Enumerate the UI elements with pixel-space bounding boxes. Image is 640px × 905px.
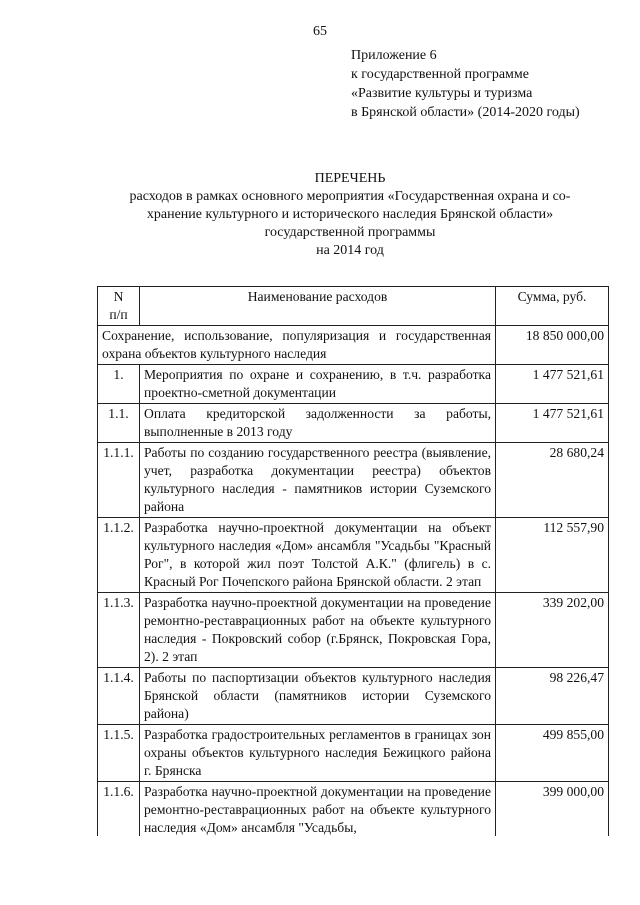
column-header-number-line: п/п [109,307,128,322]
appendix-line: Приложение 6 [351,48,437,63]
column-header-name: Наименование расходов [140,287,496,326]
row-sum-cell: 1 477 521,61 [496,404,609,443]
row-name-cell: Разработка научно-проектной документации на проведение ремонтно-реставрационных работ на объекте культурного наследия «Дом» ансамбля "Усадьбы, [140,782,496,839]
total-name-cell: Сохранение, использование, популяризация и государственная охрана объектов культурного наследия [98,326,496,365]
table-row [98,404,609,443]
table-row [98,593,609,668]
row-name-cell: Работы по паспортизации объектов культурного наследия Брянской области (памятников истории Суземского района) [140,668,496,725]
row-number-cell: 1.1.4. [98,668,140,725]
row-number-cell: 1. [98,365,140,404]
row-name-cell: Разработка градостроительных регламентов в границах зон охраны объектов культурного наследия Бежицкого района г. Брянска [140,725,496,782]
document-title: ПЕРЕЧЕНЬ [314,171,386,186]
column-header-number [98,287,140,326]
table-row [98,365,609,404]
table-row [98,725,609,782]
row-sum-cell: 399 000,00 [496,782,609,839]
heading-line: на 2014 год [316,243,384,258]
row-sum-cell: 98 226,47 [496,668,609,725]
table-total-row [98,326,609,365]
table-header-row [98,287,609,326]
page-number: 65 [313,24,327,39]
table-row [98,443,609,518]
row-number-cell: 1.1.1. [98,443,140,518]
row-number-cell: 1.1.2. [98,518,140,593]
document-heading [90,170,610,260]
row-sum-cell: 112 557,90 [496,518,609,593]
row-name-cell: Разработка научно-проектной документации на проведение ремонтно-реставрационных работ на объекте культурного наследия - Покровский собор (г.Брянск, Покровская Гора, 2). 2 этап [140,593,496,668]
page-bottom-margin [0,836,640,905]
row-number-cell: 1.1.3. [98,593,140,668]
heading-line: расходов в рамках основного мероприятия «Государственная охрана и со- [129,189,571,204]
appendix-line: к государственной программе [351,67,529,82]
column-header-number-line: N [113,289,124,304]
row-name-cell: Оплата кредиторской задолженности за работы, выполненные в 2013 году [140,404,496,443]
appendix-line: «Развитие культуры и туризма [351,86,533,101]
row-name-cell: Разработка научно-проектной документации на объект культурного наследия «Дом» ансамбля "Усадьбы "Красный Рог", в которой жил поэт Толстой А.К." (флигель) в с. Красный Рог Почепского района Брянской области. 2 этап [140,518,496,593]
expenses-table [97,286,609,839]
appendix-line: в Брянской области» (2014-2020 годы) [351,105,580,120]
row-name-cell: Мероприятия по охране и сохранению, в т.ч. разработка проектно-сметной документации [140,365,496,404]
heading-line: государственной программы [264,225,436,240]
appendix-note [351,46,580,122]
column-header-sum: Сумма, руб. [496,287,609,326]
row-number-cell: 1.1.6. [98,782,140,839]
row-sum-cell: 499 855,00 [496,725,609,782]
row-sum-cell: 1 477 521,61 [496,365,609,404]
total-sum-cell: 18 850 000,00 [496,326,609,365]
table-row [98,518,609,593]
row-name-cell: Работы по созданию государственного реестра (выявление, учет, разработка документации реестра) объектов культурного наследия - памятников истории Суземского района [140,443,496,518]
row-number-cell: 1.1.5. [98,725,140,782]
row-sum-cell: 339 202,00 [496,593,609,668]
table-row [98,668,609,725]
table-row [98,782,609,839]
row-sum-cell: 28 680,24 [496,443,609,518]
row-number-cell: 1.1. [98,404,140,443]
heading-line: хранение культурного и исторического наследия Брянской области» [146,207,554,222]
